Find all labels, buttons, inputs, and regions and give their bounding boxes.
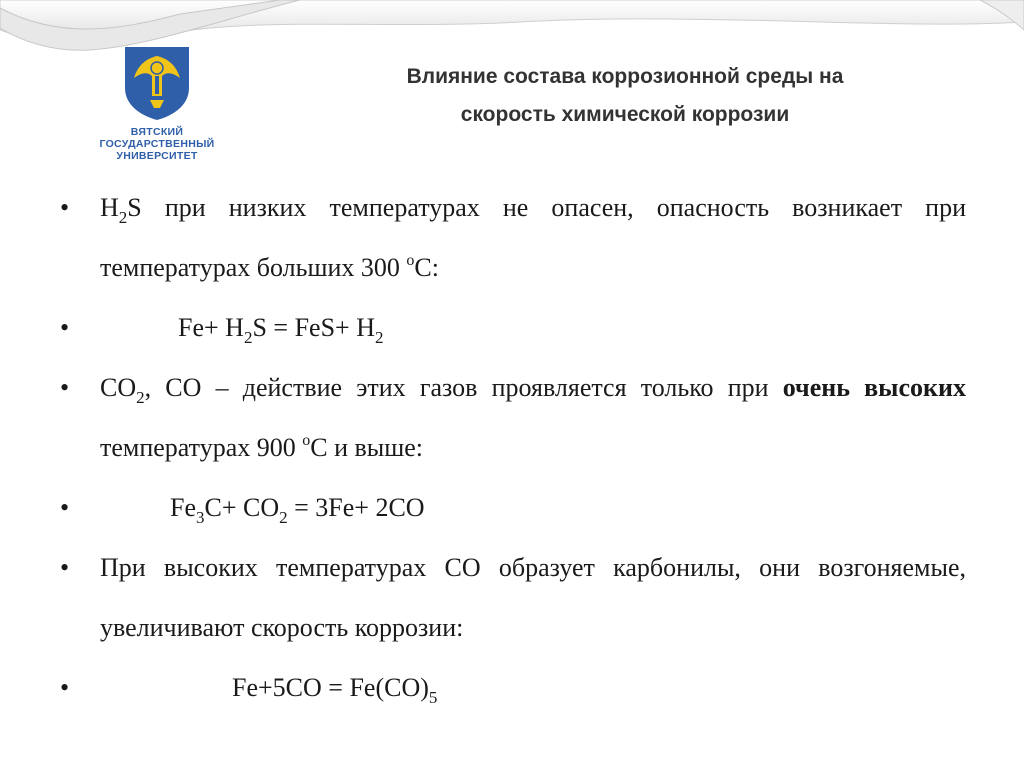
formula1-sub-2: 2: [374, 328, 384, 347]
co2-text-1: CO: [100, 373, 137, 402]
bullet-marker: •: [60, 373, 70, 402]
formula2-text-3: = 3Fe+ 2CO: [287, 493, 425, 522]
h2s-text-3: С:: [414, 253, 439, 282]
bullet-marker: •: [60, 493, 70, 522]
co2-sup-1: о: [302, 432, 311, 449]
h2s-text-2: S при низких температурах не опасен, опасность возникает при температурах больших 300: [100, 193, 966, 282]
h2s-sub-1: 2: [118, 208, 128, 227]
bullet-carbonyl: [60, 538, 966, 658]
formula2-text-1: Fe: [170, 493, 196, 522]
university-name-line3: УНИВЕРСИТЕТ: [116, 150, 198, 162]
bullet-marker: •: [60, 553, 70, 582]
h2s-text-1: H: [100, 193, 119, 222]
formula2-text-2: C+ CO: [204, 493, 280, 522]
bullet-formula-2: [60, 478, 966, 538]
slide-title: [300, 58, 950, 134]
shield-eagle-icon: [122, 44, 192, 122]
formula3-text-1: Fe+5CO = Fe(CO): [232, 673, 429, 702]
bullet-h2s: [60, 178, 966, 298]
bullet-marker: •: [60, 313, 70, 342]
h2s-sup-1: о: [406, 252, 415, 269]
slide-title-line2: скорость химической коррозии: [460, 103, 790, 126]
university-name-line1: ВЯТСКИЙ: [130, 126, 184, 138]
slide-title-line1: Влияние состава коррозионной среды на: [406, 65, 844, 88]
formula1-sub-1: 2: [243, 328, 253, 347]
bullet-marker: •: [60, 193, 70, 222]
formula1-text-1: Fe+ H: [178, 313, 244, 342]
formula2-sub-1: 3: [196, 508, 205, 527]
slide-content: [60, 178, 966, 718]
formula1-text-2: S = FeS+ H: [252, 313, 375, 342]
university-name: [82, 126, 232, 162]
bullet-marker: •: [60, 673, 70, 702]
co2-bold: очень высоких: [782, 373, 966, 402]
co2-text-4: С и выше:: [310, 433, 424, 462]
co2-sub-1: 2: [136, 388, 145, 407]
formula3-sub-1: 5: [428, 688, 438, 707]
formula2-sub-2: 2: [279, 508, 288, 527]
bullet-formula-1: [60, 298, 966, 358]
university-logo: [82, 44, 232, 162]
university-name-line2: ГОСУДАРСТВЕННЫЙ: [99, 138, 215, 150]
co2-text-3: температурах 900: [100, 433, 303, 462]
bullet-co2: [60, 358, 966, 478]
co2-text-2: , CO – действие этих газов проявляется только при: [144, 373, 783, 402]
carbonyl-text: При высоких температурах СО образует карбонилы, они возгоняемые, увеличивают скорость коррозии:: [100, 553, 966, 642]
bullet-formula-3: [60, 658, 966, 718]
